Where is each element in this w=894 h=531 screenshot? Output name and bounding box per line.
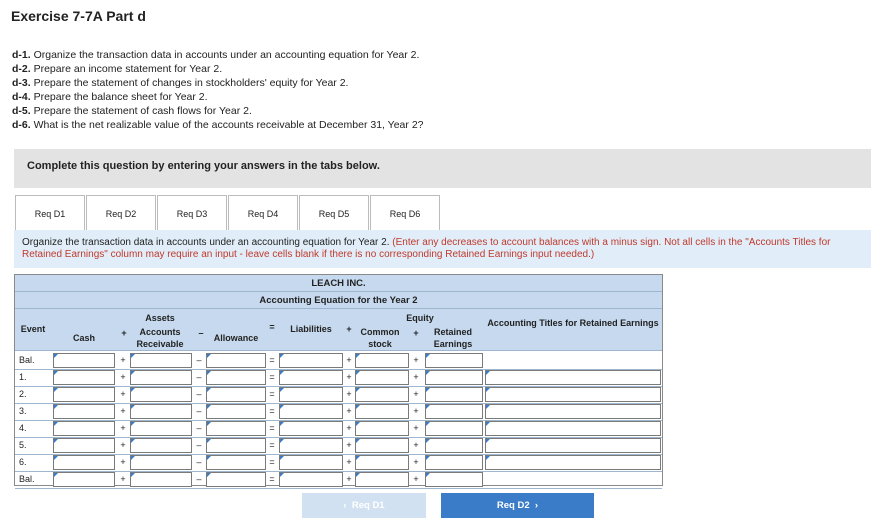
op-plus: + bbox=[120, 372, 126, 382]
cash-input[interactable] bbox=[53, 438, 115, 453]
op-equals: = bbox=[269, 423, 275, 433]
tab-req-d6[interactable]: Req D6 bbox=[370, 195, 440, 231]
op-minus: – bbox=[196, 355, 202, 365]
op-minus: – bbox=[196, 457, 202, 467]
op-plus: + bbox=[413, 355, 419, 365]
op-plus: + bbox=[413, 389, 419, 399]
accounts-receivable-input[interactable] bbox=[130, 387, 192, 402]
op-equals: = bbox=[269, 474, 275, 484]
op-plus: + bbox=[120, 457, 126, 467]
accounts-receivable-input[interactable] bbox=[130, 472, 192, 487]
accounts-receivable-input[interactable] bbox=[130, 370, 192, 385]
op-equals: = bbox=[269, 372, 275, 382]
row-label: 6. bbox=[19, 457, 27, 467]
tab-req-d3[interactable]: Req D3 bbox=[157, 195, 227, 231]
op-plus: + bbox=[120, 440, 126, 450]
header-retained-earnings: Retained Earnings bbox=[433, 327, 473, 349]
op-plus: + bbox=[413, 423, 419, 433]
op-plus: + bbox=[120, 474, 126, 484]
cash-input[interactable] bbox=[53, 472, 115, 487]
common-stock-input[interactable] bbox=[355, 438, 409, 453]
op-plus: + bbox=[413, 440, 419, 450]
op-equals: = bbox=[269, 389, 275, 399]
accounts-receivable-input[interactable] bbox=[130, 404, 192, 419]
liabilities-input[interactable] bbox=[279, 353, 343, 368]
tab-req-d4[interactable]: Req D4 bbox=[228, 195, 298, 231]
cash-input[interactable] bbox=[53, 370, 115, 385]
op-equals: = bbox=[269, 406, 275, 416]
op-plus: + bbox=[413, 457, 419, 467]
accounting-title-select[interactable] bbox=[485, 455, 661, 470]
header-plus: + bbox=[413, 328, 419, 338]
accounting-title-select[interactable] bbox=[485, 421, 661, 436]
row-label: 2. bbox=[19, 389, 27, 399]
common-stock-input[interactable] bbox=[355, 421, 409, 436]
common-stock-input[interactable] bbox=[355, 387, 409, 402]
instructions-banner: Complete this question by entering your answers in the tabs below. bbox=[14, 149, 871, 188]
header-minus: – bbox=[198, 328, 204, 338]
op-minus: – bbox=[196, 423, 202, 433]
cash-input[interactable] bbox=[53, 455, 115, 470]
op-plus: + bbox=[346, 474, 352, 484]
retained-earnings-input[interactable] bbox=[425, 455, 483, 470]
liabilities-input[interactable] bbox=[279, 472, 343, 487]
op-plus: + bbox=[120, 406, 126, 416]
header-equity: Equity bbox=[406, 313, 434, 323]
header-equals: = bbox=[269, 322, 275, 332]
header-accounts-receivable: Accounts Receivable bbox=[136, 327, 184, 349]
op-plus: + bbox=[120, 389, 126, 399]
op-plus: + bbox=[346, 457, 352, 467]
common-stock-input[interactable] bbox=[355, 404, 409, 419]
liabilities-input[interactable] bbox=[279, 370, 343, 385]
common-stock-input[interactable] bbox=[355, 370, 409, 385]
tab-req-d5[interactable]: Req D5 bbox=[299, 195, 369, 231]
instruction-note: (Enter any decreases to account balances with a minus sign. Not all cells in the "Accounts Titles for Retained Earnings" column may require an input - leave cells blank if there is no corresponding Retained Earnings input needed.) bbox=[22, 237, 831, 260]
requirement-item: d-1. Organize the transaction data in accounts under an accounting equation for Year 2. bbox=[12, 49, 420, 61]
op-plus: + bbox=[346, 406, 352, 416]
retained-earnings-input[interactable] bbox=[425, 353, 483, 368]
requirement-item: d-6. What is the net realizable value of the accounts receivable at December 31, Year 2? bbox=[12, 119, 424, 131]
op-plus: + bbox=[120, 355, 126, 365]
row-label: 5. bbox=[19, 440, 27, 450]
accounts-receivable-input[interactable] bbox=[130, 421, 192, 436]
op-minus: – bbox=[196, 440, 202, 450]
table-subtitle: Accounting Equation for the Year 2 bbox=[15, 292, 662, 309]
accounts-receivable-input[interactable] bbox=[130, 353, 192, 368]
allowance-input[interactable] bbox=[206, 421, 266, 436]
op-plus: + bbox=[413, 406, 419, 416]
accounting-title-select[interactable] bbox=[485, 387, 661, 402]
op-minus: – bbox=[196, 389, 202, 399]
op-plus: + bbox=[346, 372, 352, 382]
allowance-input[interactable] bbox=[206, 438, 266, 453]
op-plus: + bbox=[346, 389, 352, 399]
op-plus: + bbox=[346, 355, 352, 365]
retained-earnings-input[interactable] bbox=[425, 404, 483, 419]
requirements-list bbox=[12, 48, 424, 132]
liabilities-input[interactable] bbox=[279, 387, 343, 402]
row-label: 1. bbox=[19, 372, 27, 382]
retained-earnings-input[interactable] bbox=[425, 438, 483, 453]
op-minus: – bbox=[196, 372, 202, 382]
op-equals: = bbox=[269, 355, 275, 365]
cash-input[interactable] bbox=[53, 421, 115, 436]
accounts-receivable-input[interactable] bbox=[130, 438, 192, 453]
prev-button[interactable]: ‹ Req D1 bbox=[302, 493, 426, 518]
accounting-equation-table bbox=[14, 274, 663, 486]
accounting-title-select[interactable] bbox=[485, 370, 661, 385]
requirement-item: d-3. Prepare the statement of changes in stockholders' equity for Year 2. bbox=[12, 77, 349, 89]
allowance-input[interactable] bbox=[206, 472, 266, 487]
accounts-receivable-input[interactable] bbox=[130, 455, 192, 470]
requirement-item: d-5. Prepare the statement of cash flows for Year 2. bbox=[12, 105, 252, 117]
op-minus: – bbox=[196, 474, 202, 484]
row-divider bbox=[15, 488, 662, 489]
common-stock-input[interactable] bbox=[355, 472, 409, 487]
row-label: Bal. bbox=[19, 355, 35, 365]
retained-earnings-input[interactable] bbox=[425, 370, 483, 385]
op-equals: = bbox=[269, 440, 275, 450]
header-accounting-titles: Accounting Titles for Retained Earnings bbox=[487, 318, 659, 328]
allowance-input[interactable] bbox=[206, 370, 266, 385]
accounting-title-select[interactable] bbox=[485, 438, 661, 453]
retained-earnings-input[interactable] bbox=[425, 421, 483, 436]
tab-req-d2[interactable]: Req D2 bbox=[86, 195, 156, 231]
row-label: 4. bbox=[19, 423, 27, 433]
header-plus: + bbox=[346, 324, 352, 334]
op-plus: + bbox=[413, 372, 419, 382]
cash-input[interactable] bbox=[53, 404, 115, 419]
liabilities-input[interactable] bbox=[279, 438, 343, 453]
allowance-input[interactable] bbox=[206, 353, 266, 368]
cash-input[interactable] bbox=[53, 353, 115, 368]
header-cash: Cash bbox=[72, 333, 95, 343]
allowance-input[interactable] bbox=[206, 387, 266, 402]
cash-input[interactable] bbox=[53, 387, 115, 402]
op-minus: – bbox=[196, 406, 202, 416]
retained-earnings-input[interactable] bbox=[425, 472, 483, 487]
requirement-item: d-4. Prepare the balance sheet for Year 2. bbox=[12, 91, 208, 103]
next-button[interactable]: Req D2 › bbox=[441, 493, 594, 518]
op-plus: + bbox=[120, 423, 126, 433]
liabilities-input[interactable] bbox=[279, 404, 343, 419]
row-label: Bal. bbox=[19, 474, 35, 484]
common-stock-input[interactable] bbox=[355, 353, 409, 368]
op-plus: + bbox=[413, 474, 419, 484]
tab-req-d1[interactable]: Req D1 bbox=[15, 195, 85, 231]
row-label: 3. bbox=[19, 406, 27, 416]
requirement-item: d-2. Prepare an income statement for Year 2. bbox=[12, 63, 223, 75]
op-plus: + bbox=[346, 440, 352, 450]
liabilities-input[interactable] bbox=[279, 455, 343, 470]
op-equals: = bbox=[269, 457, 275, 467]
instruction-text: Organize the transaction data in accounts under an accounting equation for Year 2. bbox=[22, 237, 390, 248]
page-title: Exercise 7-7A Part d bbox=[11, 8, 146, 24]
allowance-input[interactable] bbox=[206, 404, 266, 419]
header-liabilities: Liabilities bbox=[290, 324, 332, 334]
instruction-box bbox=[14, 230, 871, 268]
accounting-title-select[interactable] bbox=[485, 404, 661, 419]
retained-earnings-input[interactable] bbox=[425, 387, 483, 402]
header-common-stock: Common stock bbox=[360, 327, 400, 349]
allowance-input[interactable] bbox=[206, 455, 266, 470]
liabilities-input[interactable] bbox=[279, 421, 343, 436]
header-event: Event bbox=[20, 324, 46, 334]
header-allowance: Allowance bbox=[213, 333, 259, 343]
header-assets: Assets bbox=[145, 313, 175, 323]
company-name: LEACH INC. bbox=[15, 275, 662, 292]
common-stock-input[interactable] bbox=[355, 455, 409, 470]
op-plus: + bbox=[346, 423, 352, 433]
header-plus: + bbox=[121, 328, 127, 338]
